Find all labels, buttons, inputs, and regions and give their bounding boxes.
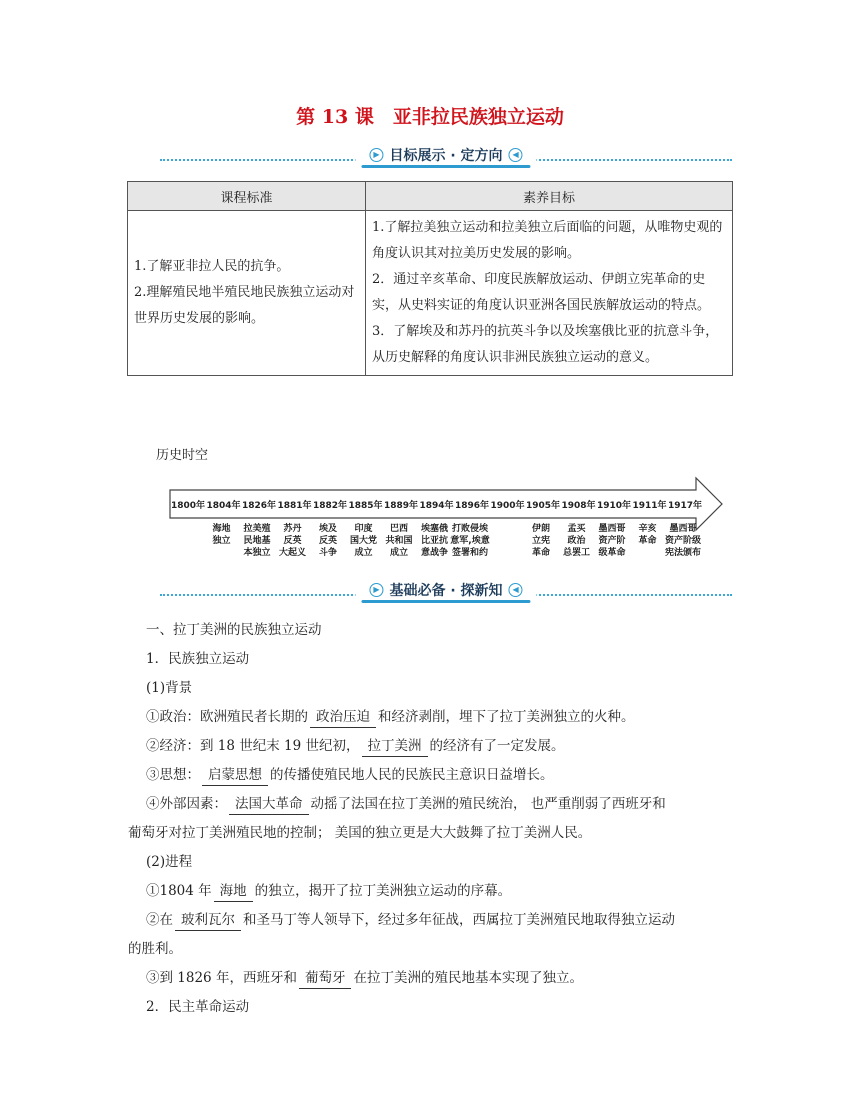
timeline-year: 1826年 [242,501,277,511]
sub-heading-process: (2)进程 [146,854,193,870]
timeline-event-label: 印度 [354,524,373,534]
table-header: 素养目标 [366,182,733,211]
timeline-event [279,522,306,558]
timeline-event-label: 国大党 [349,536,378,546]
timeline-year: 1896年 [455,501,490,511]
paragraph: ③思想： 启蒙思想 的传播使殖民地人民的民族民主意识日益增长。 [146,765,554,786]
goal-item: 1.了解拉美独立运动和拉美独立后面临的问题，从唯物史观的角度认识其对拉美历史发展的影响。 [372,220,723,261]
section-heading: 一、拉丁美洲的民族独立运动 [146,622,322,638]
timeline-event-label: 革命 [638,536,657,546]
fill-blank: 海地 [214,881,253,902]
goal-item: 3．了解埃及和苏丹的抗英斗争以及埃塞俄比亚的抗意斗争，从历史解释的角度认识非洲民族独立运动的意义。 [372,324,719,365]
standard-item: 2.理解殖民地半殖民地民族独立运动对世界历史发展的影响。 [134,285,355,326]
literacy-goal-cell [366,211,733,376]
paragraph: ①政治：欧洲殖民者长期的 政治压迫 和经济剥削，埋下了拉丁美洲独立的火种。 [146,707,635,728]
subsection-heading: 2．民主革命运动 [146,999,250,1015]
paragraph-continuation: 葡萄牙对拉丁美洲殖民地的控制； 美国的独立更是大大鼓舞了拉丁美洲人民。 [128,825,592,841]
timeline-event-label: 成立 [389,548,409,558]
timeline-year: 1900年 [490,501,525,511]
timeline-event-label: 共和国 [385,536,413,546]
timeline-event-label: 签署和约 [451,548,489,558]
timeline-event-label: 埃及 [318,524,338,534]
timeline-event-label: 辛亥 [638,524,657,534]
section-banner-goals [160,145,732,167]
fill-blank: 拉丁美洲 [362,736,428,757]
paragraph: ③到 1826 年，西班牙和 葡萄牙 在拉丁美洲的殖民地基本实现了独立。 [146,968,583,989]
timeline-event [450,522,489,558]
timeline-event-label: 海地 [212,524,231,534]
timeline-event [531,522,550,558]
timeline-event-label: 孟买 [567,524,586,534]
arrow-left-icon: ◀ [509,148,523,162]
history-label: 历史时空 [156,448,209,463]
timeline-event-label: 资产阶级 [664,536,702,546]
timeline-event [563,522,590,558]
paragraph: ④外部因素： 法国大革命 动摇了法国在拉丁美洲的殖民统治， 也严重削弱了西班牙和 [146,794,666,815]
timeline-event-label: 打败侵埃 [451,524,489,534]
timeline-event-label: 政治 [567,536,586,546]
paragraph: ②在 玻利瓦尔 和圣马丁等人领导下，经过多年征战，西属拉丁美洲殖民地取得独立运动 [146,910,675,931]
timeline-event-label: 伊朗 [531,524,551,534]
timeline-year: 1882年 [313,501,348,511]
timeline-event-label: 成立 [354,548,373,558]
page-title: 第 13 课 亚非拉民族独立运动 [296,106,564,128]
timeline-event-label: 反英 [318,536,338,546]
course-standard-cell [128,211,366,376]
timeline-event [638,522,656,546]
standard-item: 1.了解亚非拉人民的抗争。 [134,259,290,274]
timeline-event [350,522,377,558]
paragraph-continuation: 的胜利。 [128,941,182,957]
banner-label: 基础必备 · 探新知 [389,583,503,599]
timeline [168,476,728,566]
timeline-year: 1911年 [632,501,667,511]
fill-blank: 启蒙思想 [202,765,268,786]
timeline-event-label: 墨西哥 [598,524,626,534]
timeline-event [385,522,412,558]
timeline-event-label: 拉美殖 [243,524,271,534]
arrow-right-icon: ▶ [369,583,383,597]
timeline-event-label: 意军,埃意 [450,536,490,546]
timeline-event-label: 民地基 [243,536,271,546]
timeline-event [211,522,230,546]
timeline-event-label: 比亚抗 [420,536,449,546]
timeline-event [665,522,701,558]
timeline-year: 1917年 [668,501,703,511]
timeline-year: 1889年 [384,501,419,511]
timeline-year: 1908年 [561,501,596,511]
timeline-event-label: 宪法颁布 [664,548,702,558]
timeline-event-label: 独立 [212,536,231,546]
timeline-event-label: 巴西 [389,524,409,534]
arrow-left-icon: ◀ [509,583,523,597]
paragraph: ②经济：到 18 世纪末 19 世纪初， 拉丁美洲 的经济有了一定发展。 [146,736,565,757]
fill-blank: 玻利瓦尔 [175,910,241,931]
section-banner-basics [160,580,732,602]
timeline-year: 1804年 [206,501,241,511]
arrow-right-icon: ▶ [369,148,383,162]
fill-blank: 政治压迫 [310,707,376,728]
timeline-year: 1800年 [171,501,206,511]
timeline-year: 1885年 [348,501,383,511]
timeline-event-label: 反英 [283,536,302,546]
timeline-year: 1905年 [526,501,561,511]
timeline-event-label: 立宪 [531,536,551,546]
timeline-year: 1894年 [419,501,454,511]
timeline-event-label: 墨西哥 [669,524,697,534]
subsection-heading: 1．民族独立运动 [146,651,250,667]
sub-heading-background: (1)背景 [146,680,193,696]
timeline-event-label: 苏丹 [283,524,302,534]
timeline-event-label: 资产阶 [598,536,626,546]
timeline-event [318,522,337,558]
paragraph: ①1804 年 海地 的独立，揭开了拉丁美洲独立运动的序幕。 [146,881,511,902]
timeline-event [420,522,448,558]
timeline-year: 1881年 [277,501,312,511]
timeline-event-label: 大起义 [278,548,307,558]
timeline-event-label: 意战争 [420,548,449,558]
timeline-event-label: 总罢工 [562,548,591,558]
timeline-event-label: 革命 [531,548,551,558]
timeline-event-label: 埃塞俄 [420,524,449,534]
banner-label: 目标展示 · 定方向 [389,148,503,164]
goal-item: 2．通过辛亥革命、印度民族解放运动、伊朗立宪革命的史实，从史料实证的角度认识亚洲各国民族解放运动的特点。 [372,272,711,313]
timeline-event-label: 本独立 [243,548,271,558]
fill-blank: 法国大革命 [229,794,309,815]
standards-table [127,181,733,376]
timeline-event-label: 级革命 [598,548,626,558]
timeline-year: 1910年 [597,501,632,511]
timeline-event [243,522,270,558]
table-header: 课程标准 [128,182,366,211]
timeline-event-label: 斗争 [318,548,338,558]
fill-blank: 葡萄牙 [299,968,352,989]
timeline-event [598,522,625,558]
